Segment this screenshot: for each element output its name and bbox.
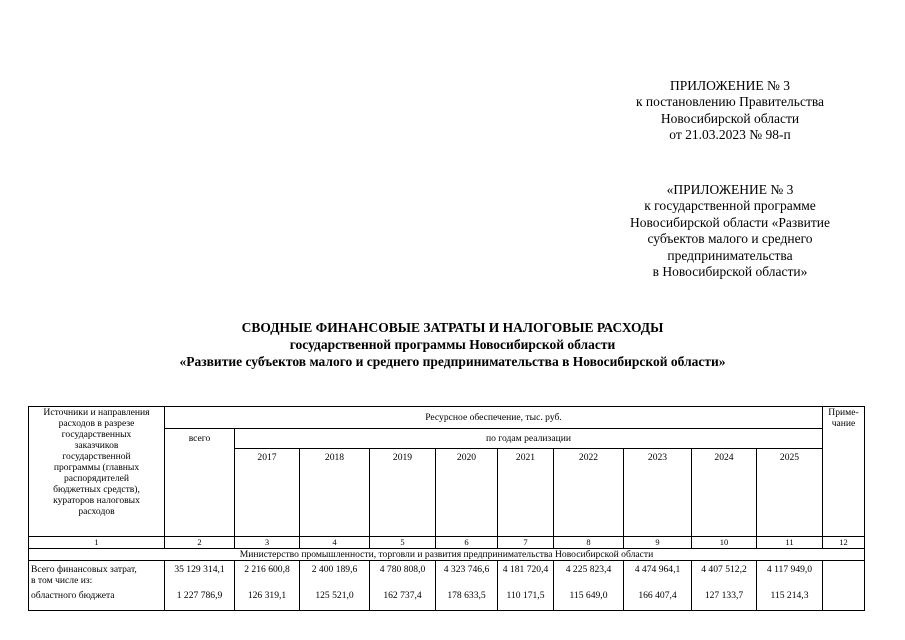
- appendix-decree-block: [560, 78, 900, 144]
- title-line-program: государственной программы Новосибирской области: [289, 337, 616, 352]
- value: 4 407 512,2: [701, 564, 747, 575]
- value: 115 214,3: [770, 590, 809, 601]
- appendix-program-line: предпринимательства: [667, 247, 793, 263]
- column-number: 9: [624, 537, 692, 549]
- year-header: 2021: [498, 449, 554, 537]
- appendix-program-block: [560, 182, 900, 280]
- year-cell: [300, 561, 370, 611]
- title-line-main: СВОДНЫЕ ФИНАНСОВЫЕ ЗАТРАТЫ И НАЛОГОВЫЕ РАСХОДЫ: [241, 320, 664, 335]
- year-cell: [692, 561, 757, 611]
- year-header: 2019: [370, 449, 436, 537]
- column-number: 4: [300, 537, 370, 549]
- row-label-line: областного бюджета: [31, 590, 115, 601]
- column-number: 11: [757, 537, 823, 549]
- appendix-decree-line: к постановлению Правительства: [635, 94, 825, 110]
- source-header-line: заказчиков: [74, 440, 119, 451]
- year-cell: [757, 561, 823, 611]
- year-header: 2020: [436, 449, 498, 537]
- value: 1 227 786,9: [176, 590, 223, 601]
- financial-table: [28, 406, 865, 611]
- title-line-name: «Развитие субъектов малого и среднего предпринимательства в Новосибирской области»: [179, 354, 726, 369]
- resource-header: Ресурсное обеспечение, тыс. руб.: [165, 407, 823, 429]
- row-label-line: Всего финансовых затрат,: [31, 564, 137, 575]
- value: 2 400 189,6: [311, 564, 358, 575]
- source-header-line: Источники и направления: [43, 407, 150, 418]
- year-header: 2018: [300, 449, 370, 537]
- ministry-row: Министерство промышленности, торговли и развития предпринимательства Новосибирской области: [29, 549, 865, 561]
- column-number: 2: [165, 537, 235, 549]
- source-header-line: государственных: [61, 429, 132, 440]
- value: 125 521,0: [315, 590, 354, 601]
- column-number: 5: [370, 537, 436, 549]
- year-cell: [554, 561, 624, 611]
- total-header: всего: [165, 429, 235, 537]
- source-header-line: расходов в разрезе: [58, 418, 135, 429]
- year-header: 2017: [235, 449, 300, 537]
- appendix-decree-line: Новосибирской области: [660, 110, 800, 126]
- source-header: [29, 407, 165, 537]
- year-header: 2023: [624, 449, 692, 537]
- value: 126 319,1: [247, 590, 287, 601]
- value: 4 474 964,1: [634, 564, 681, 575]
- row-label: [31, 561, 162, 586]
- value: 4 117 949,0: [766, 564, 813, 575]
- year-cell: [436, 561, 498, 611]
- note-cell: [823, 561, 865, 611]
- source-header-line: распорядителей: [63, 473, 130, 484]
- value: 115 649,0: [569, 590, 608, 601]
- value: 166 407,4: [638, 590, 677, 601]
- appendix-program-line: к государственной программе: [644, 198, 816, 214]
- year-cell: [235, 561, 300, 611]
- value: 4 225 823,4: [565, 564, 612, 575]
- appendix-program-line: субъектов малого и среднего: [647, 231, 813, 247]
- source-header-line: государственной: [62, 451, 131, 462]
- source-header-line: бюджетных средств),: [53, 484, 140, 495]
- appendix-program-line: «ПРИЛОЖЕНИЕ № 3: [666, 182, 794, 197]
- note-header-line: Приме-: [828, 407, 859, 418]
- value: 4 181 720,4: [502, 564, 549, 575]
- year-cell: [370, 561, 436, 611]
- note-header: [823, 407, 865, 537]
- column-number: 10: [692, 537, 757, 549]
- value: 127 133,7: [704, 590, 744, 601]
- appendix-program-line: в Новосибирской области»: [652, 264, 808, 280]
- total-cell: [165, 561, 235, 611]
- appendix-program-line: Новосибирской области «Развитие: [630, 214, 830, 230]
- appendix-decree-line: от 21.03.2023 № 98-п: [669, 127, 791, 143]
- year-cell: [624, 561, 692, 611]
- column-number: 8: [554, 537, 624, 549]
- column-number: 1: [29, 537, 165, 549]
- document-title: [0, 319, 905, 370]
- year-header: 2025: [757, 449, 823, 537]
- table-row: [29, 561, 865, 611]
- note-header-line: чание: [831, 418, 856, 429]
- value: 4 780 808,0: [379, 564, 426, 575]
- column-number: 12: [823, 537, 865, 549]
- by-years-header: по годам реализации: [235, 429, 823, 449]
- source-header-line: кураторов налоговых: [53, 495, 140, 506]
- row-label-cell: [29, 561, 165, 611]
- column-number: 3: [235, 537, 300, 549]
- source-header-line: расходов: [78, 506, 115, 517]
- value: 4 323 746,6: [443, 564, 490, 575]
- value: 35 129 314,1: [174, 564, 225, 575]
- value: 110 171,5: [506, 590, 545, 601]
- row-label-line: в том числе из:: [31, 575, 93, 586]
- value: 162 737,4: [383, 590, 422, 601]
- source-header-line: программы (главных: [53, 462, 140, 473]
- value: 178 633,5: [447, 590, 486, 601]
- appendix-decree-line: ПРИЛОЖЕНИЕ № 3: [669, 78, 791, 93]
- year-header: 2024: [692, 449, 757, 537]
- year-cell: [498, 561, 554, 611]
- year-header: 2022: [554, 449, 624, 537]
- column-number: 6: [436, 537, 498, 549]
- column-number: 7: [498, 537, 554, 549]
- value: 2 216 600,8: [244, 564, 290, 575]
